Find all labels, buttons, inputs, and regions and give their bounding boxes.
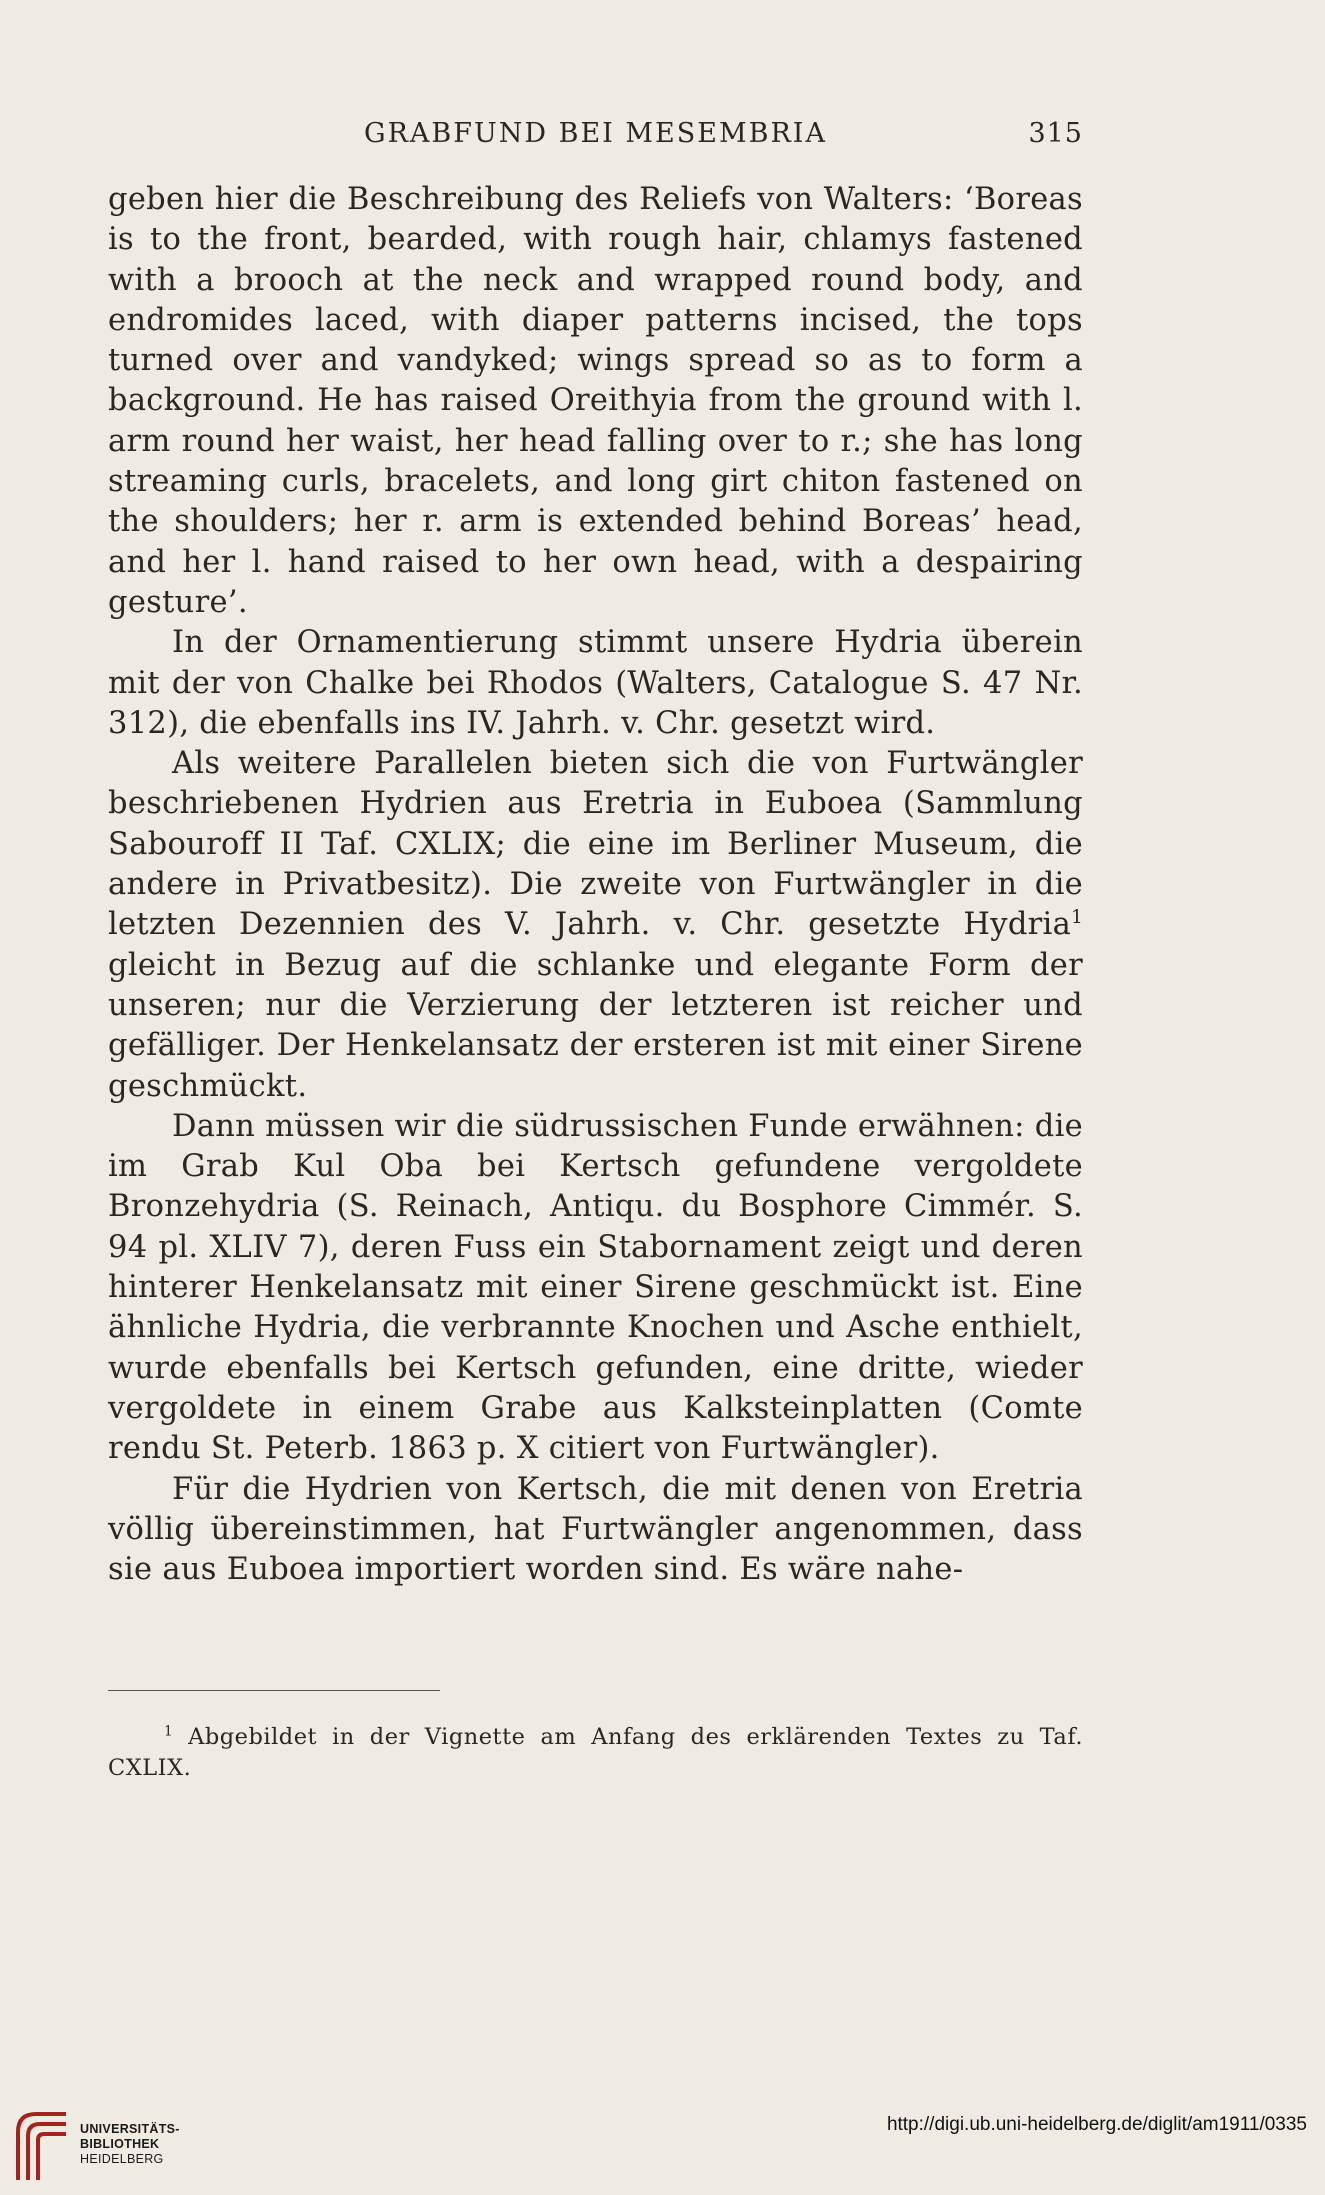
footnote bbox=[108, 1722, 1083, 1784]
footnote-reference[interactable]: 1 bbox=[1071, 907, 1083, 929]
running-header bbox=[108, 118, 1083, 158]
paragraph-1: geben hier die Beschreibung des Reliefs von Walters: ‘Boreas is to the front, bearded, with rough hair, chlamys fastened with a brooch at the neck and wrapped round body, and endromides laced, with diaper patterns incised, the tops turned over and vandyked; wings spread so as to form a background. He has raised Oreithyia from the ground with l. arm round her waist, her head falling over to r.; she has long streaming curls, bracelets, and long girt chiton fastened on the shoulders; her r. arm is extended behind Boreas’ head, and her l. hand raised to her own head, with a despairing gesture’. bbox=[108, 182, 1083, 620]
paragraph-3 bbox=[108, 744, 1083, 1107]
running-title: GRABFUND BEI MESEMBRIA bbox=[364, 118, 827, 149]
footnote-text: Abgebildet in der Vignette am Anfang des erklärenden Textes zu Taf. CXLIX. bbox=[108, 1724, 1083, 1781]
library-footer bbox=[0, 2098, 1325, 2195]
library-name-line-2: BIBLIOTHEK bbox=[80, 2137, 160, 2151]
library-name-line-3: HEIDELBERG bbox=[80, 2152, 164, 2166]
page-number: 315 bbox=[1028, 118, 1083, 149]
source-url-link[interactable]: http://digi.ub.uni-heidelberg.de/diglit/am1911/0335 bbox=[886, 2114, 1307, 2135]
footnote-mark: 1 bbox=[164, 1723, 174, 1740]
paragraph-5: Für die Hydrien von Kertsch, die mit denen von Eretria völlig übereinstimmen, hat Furtwängler angenommen, dass sie aus Euboea importiert worden sind. Es wäre nahe- bbox=[108, 1471, 1083, 1588]
paragraph-2: In der Ornamentierung stimmt unsere Hydria überein mit der von Chalke bei Rhodos (Walters, Catalogue S. 47 Nr. 312), die ebenfalls ins IV. Jahrh. v. Chr. gesetzt wird. bbox=[108, 625, 1083, 741]
paragraph-4: Dann müssen wir die südrussischen Funde erwähnen: die im Grab Kul Oba bei Kertsch gefundene vergoldete Bronzehydria (S. Reinach, Antiqu. du Bosphore Cimmér. S. 94 pl. XLIV 7), deren Fuss ein Stabornament zeigt und deren hinterer Henkelansatz mit einer Sirene geschmückt ist. Eine ähnliche Hydria, die verbrannte Knochen und Asche enthielt, wurde ebenfalls bei Kertsch gefunden, eine dritte, wieder vergoldete in einem Grabe aus Kalksteinplatten (Comte rendu St. Peterb. 1863 p. X citiert von Furtwängler). bbox=[108, 1108, 1083, 1467]
body-text bbox=[108, 180, 1083, 1590]
library-logo-icon bbox=[12, 2108, 72, 2183]
paragraph-3-text-b: gleicht in Bezug auf die schlanke und elegante Form der unseren; nur die Verzierung der letzteren ist reicher und gefälliger. Der Henkelansatz der ersteren ist mit einer Sirene geschmückt. bbox=[108, 947, 1083, 1104]
library-name bbox=[80, 2122, 180, 2167]
library-name-line-1: UNIVERSITÄTS- bbox=[80, 2122, 180, 2136]
footnote-divider bbox=[108, 1690, 440, 1691]
paragraph-3-text-a: Als weitere Parallelen bieten sich die von Furtwängler beschriebenen Hydrien aus Eretria in Euboea (Sammlung Sabouroff II Taf. CXLIX; die eine im Berliner Museum, die andere in Privatbesitz). Die zweite von Furtwängler in die letzten Dezennien des V. Jahrh. v. Chr. gesetzte Hydria bbox=[108, 746, 1083, 943]
